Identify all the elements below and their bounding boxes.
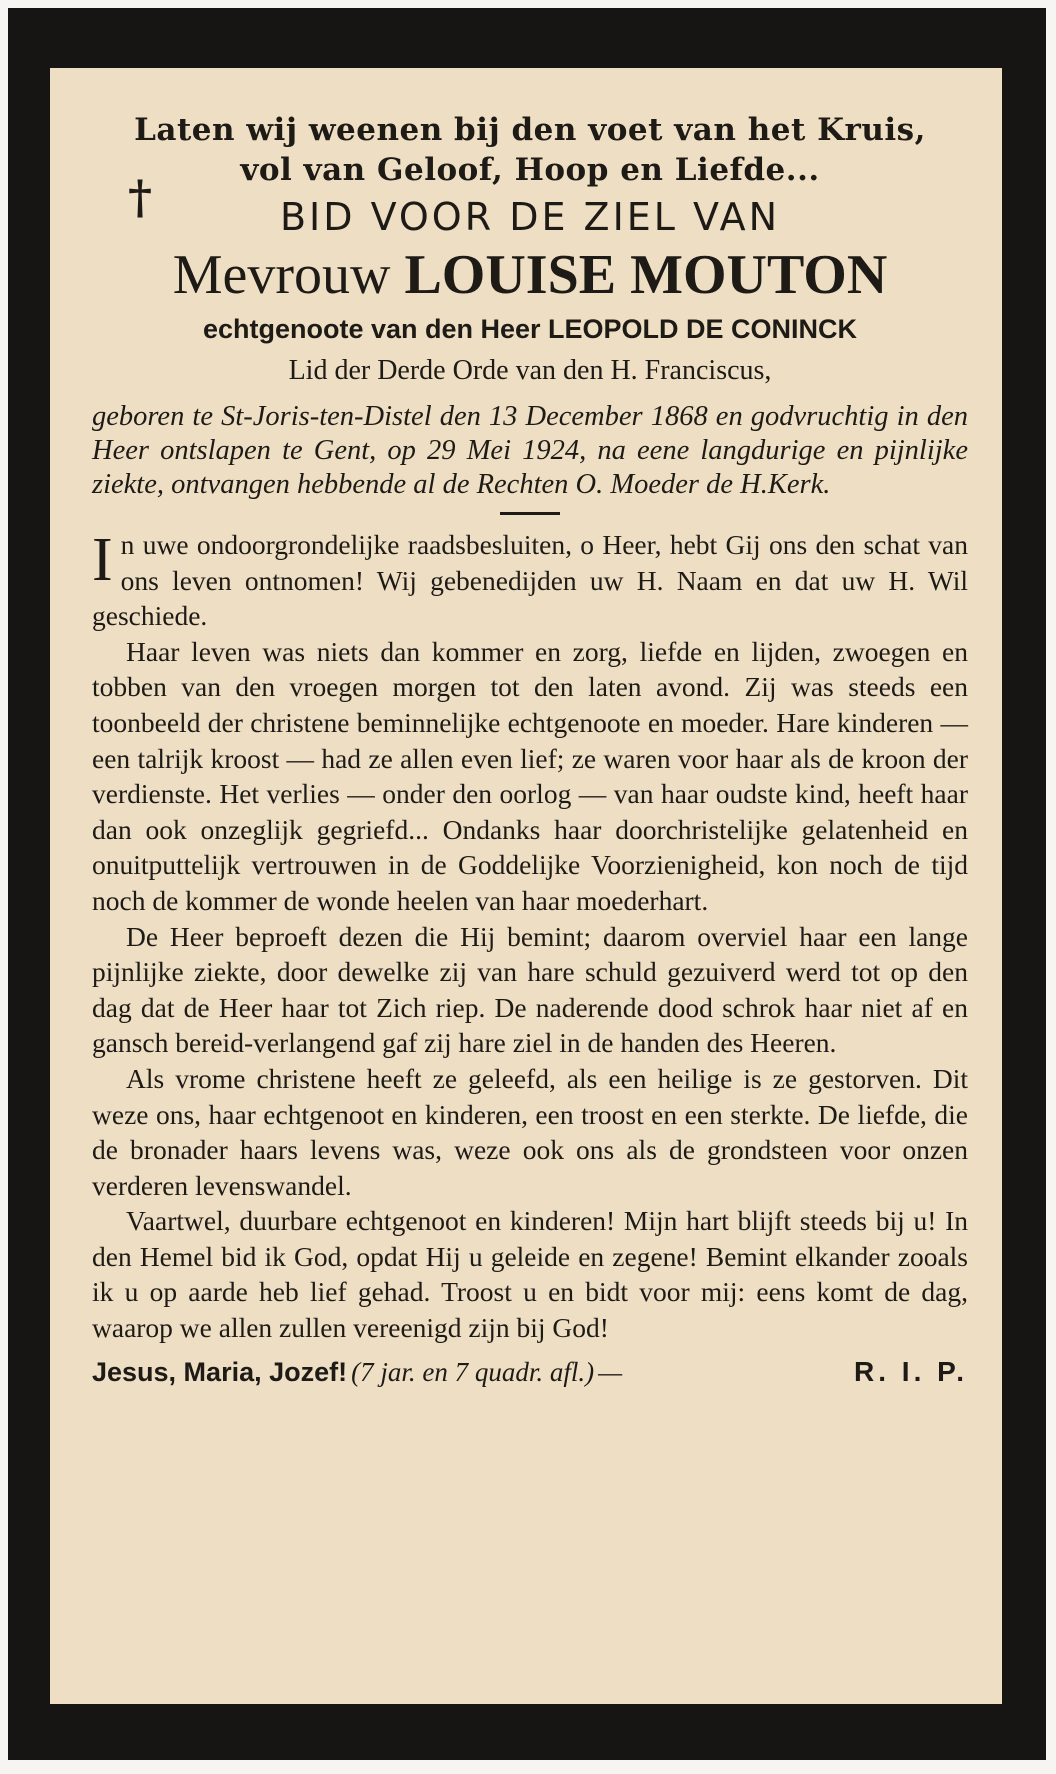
divider — [500, 512, 560, 515]
deceased-name — [92, 242, 968, 308]
indulgence-note: (7 jar. en 7 quadr. afl.) — [351, 1356, 595, 1387]
closing-prayer: Jesus, Maria, Jozef! — [92, 1356, 348, 1387]
paragraph-3: De Heer beproeft dezen die Hij bemint; daarom overviel haar een lange pijnlijke ziekte, door dewelke zij van hare schuld gezuiverd werd tot op den dag dat de Heer haar tot Zich riep. De naderende dood schrok haar niet af en gansch bereid-verlangend gaf zij hare ziel in de handen des Heeren. — [92, 920, 968, 1059]
drop-cap: I — [92, 526, 113, 594]
name-prefix: Mevrouw — [172, 244, 391, 306]
paragraph-5: Vaartwel, duurbare echtgenoot en kinderen! Mijn hart blijft steeds bij u! In den Hemel bid ik God, opdat Hij u geleide en zegene! Bemint elkander zooals ik u op aarde heb lief gehad. Troost u en bidt voor mij: eens komt de dag, waarop we allen zullen vereenigd zijn bij God! — [92, 1205, 968, 1344]
order-line: Lid der Derde Orde van den H. Franciscus, — [288, 355, 772, 386]
memorial-card — [8, 8, 1046, 1760]
motto — [92, 110, 968, 190]
heading: BID VOOR DE ZIEL VAN — [279, 195, 781, 239]
closing-left — [92, 1357, 622, 1388]
birth-death-text: geboren te St-Joris-ten-Distel den 13 December 1868 en godvruchtig in den Heer ontslapen te Gent, op 29 Mei 1924, na eene langdurige en pijnlijke ziekte, ontvangen hebbende al de Rechten O. Moeder de H.Kerk. — [92, 401, 968, 500]
paragraph-2: Haar leven was niets dan kommer en zorg, liefde en lijden, zwoegen en tobben van den vroegen morgen tot den laten avond. Zij was steeds een toonbeeld der christene beminnelijke echtgenoote en moeder. Hare kinderen — een talrijk kroost — had ze allen even lief; ze waren voor haar als de kroon der verdienste. Het verlies — onder den oorlog — van haar oudste kind, heeft haar dan ook onzeglijk gegriefd... Ondanks haar doorchristelijke gelatenheid en onuitputtelijk vertrouwen in de Goddelijke Voorzienigheid, kon noch de tijd noch de kommer de wonde heelen van haar moederhart. — [92, 635, 968, 916]
rip-text: R. I. P. — [854, 1355, 968, 1387]
spouse-line: echtgenoote van den Heer LEOPOLD DE CONINCK — [202, 314, 858, 344]
closing-line — [92, 1356, 968, 1388]
paragraph-4: Als vrome christene heeft ze geleefd, als een heilige is ze gestorven. Dit weze ons, haar echtgenoot en kinderen, een troost en een sterkte. De liefde, die de bronader haars levens was, weze ook ons als de grondsteen voor onzen verderen levenswandel. — [92, 1062, 968, 1201]
name-main: LOUISE MOUTON — [404, 244, 888, 306]
body-text — [92, 527, 968, 1346]
paragraph-1-text: n uwe ondoorgrondelijke raadsbesluiten, o Heer, hebt Gij ons den schat van ons leven ontnomen! Wij gebenedijden uw H. Naam en dat uw H. Wil geschiede. — [92, 529, 968, 632]
motto-line-1: Laten wij weenen bij den voet van het Kruis, — [134, 112, 926, 148]
paragraph-1 — [92, 527, 968, 634]
cross-icon: † — [128, 170, 153, 224]
closing-dash: — — [598, 1356, 623, 1387]
motto-line-2: vol van Geloof, Hoop en Liefde... — [240, 152, 820, 188]
card-paper — [50, 68, 1002, 1704]
